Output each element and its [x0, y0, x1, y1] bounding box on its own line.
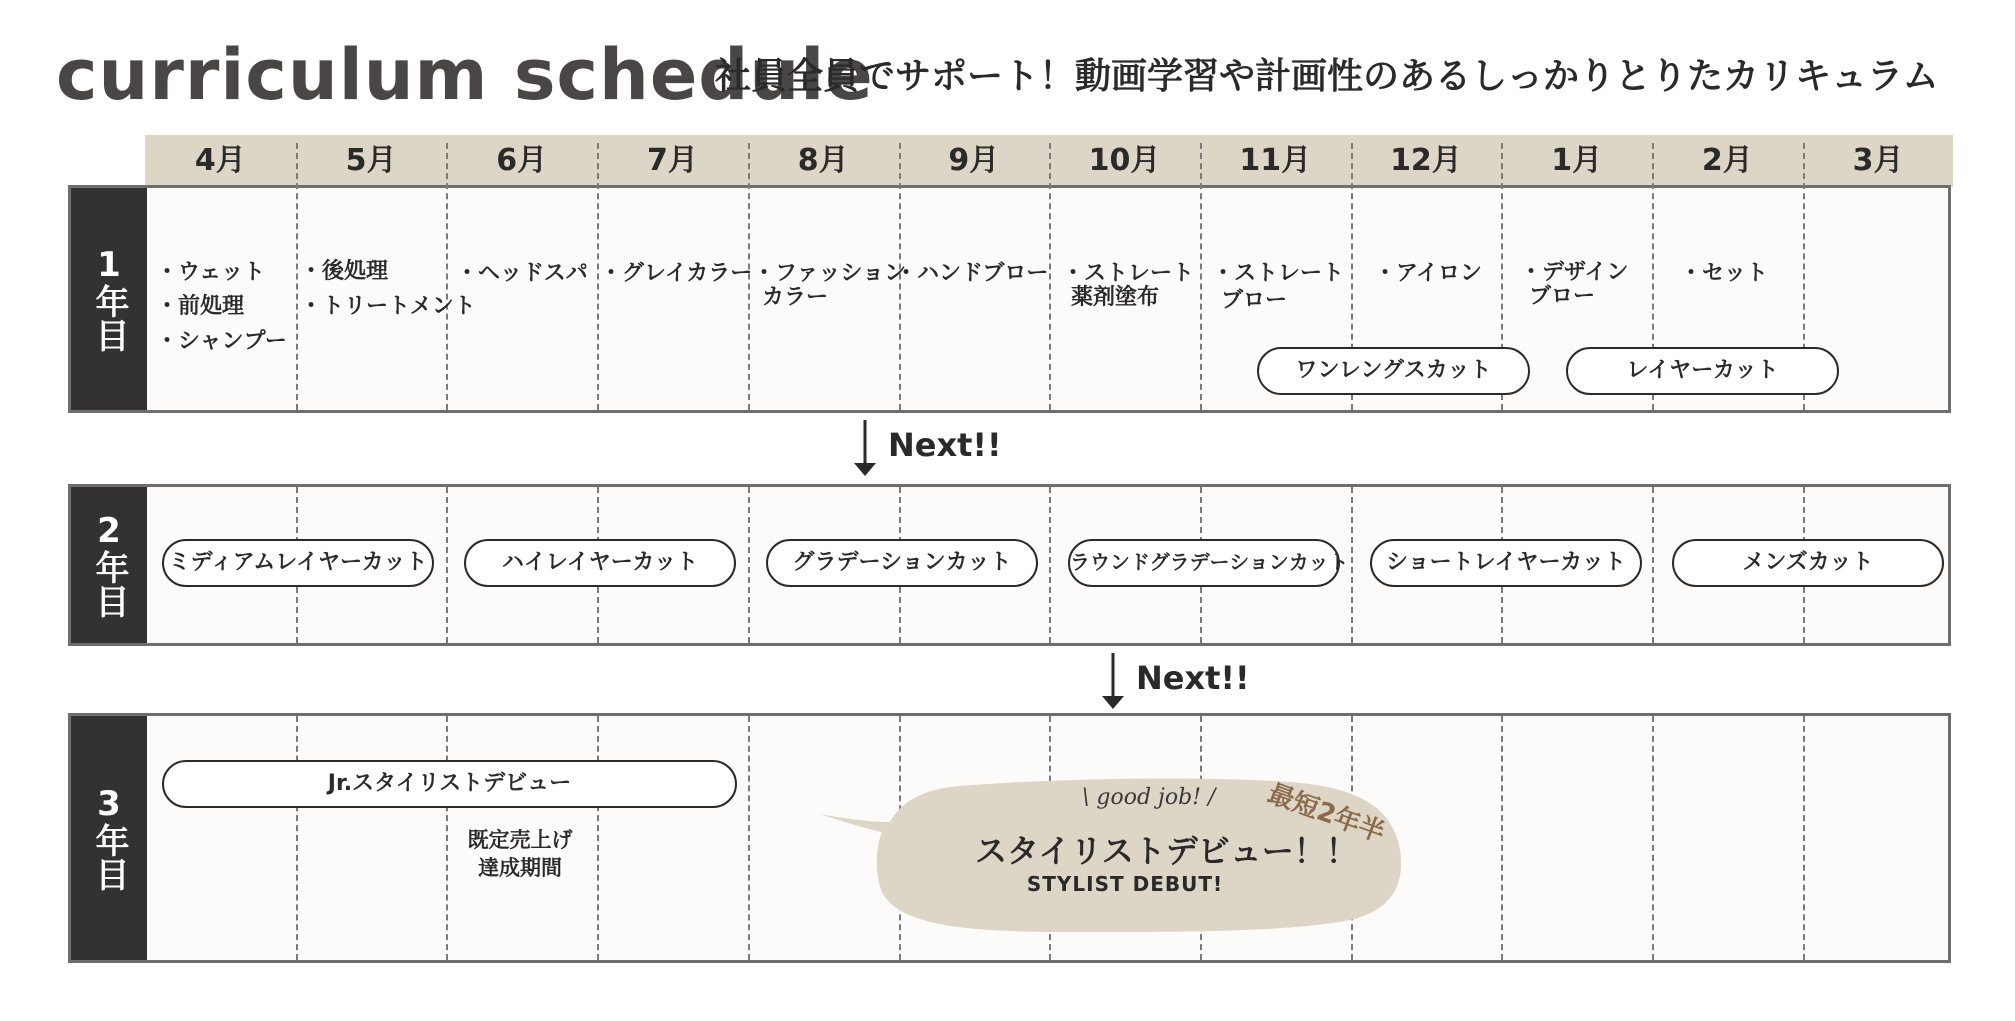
month-header-5: 8月 [797, 143, 849, 178]
month-header-11: 2月 [1701, 143, 1753, 178]
month-header-2: 5月 [345, 143, 397, 178]
y1-item-graycolor: ・グレイカラー [600, 261, 753, 286]
page-subtitle: 社員全員でサポート！動画学習や計画性のあるしっかりとりたカリキュラム [715, 56, 1939, 97]
y1-item-handblow: ・ハンドブロー [895, 261, 1049, 286]
y1-item-after: ・後処理 [300, 259, 389, 284]
y1-item-designblow: ・デザイン [1520, 260, 1629, 285]
month-divider [1351, 487, 1353, 643]
month-divider [1501, 716, 1503, 960]
month-divider [1652, 716, 1654, 960]
y1-item-set: ・セット [1680, 261, 1769, 286]
page-title: curriculum schedule [56, 34, 874, 116]
month-divider [748, 716, 750, 960]
next-label-1: Next!! [888, 426, 1002, 464]
y2-pill-gradation: グラデーションカット [766, 539, 1038, 587]
good-job-text: \ good job! / [1082, 785, 1216, 810]
month-header-4: 7月 [647, 143, 698, 178]
month-divider [1049, 143, 1051, 410]
y1-item-straight-chem-2: 薬剤塗布 [1071, 285, 1160, 310]
y1-item-fashion-2: カラー [762, 285, 829, 310]
month-header-7: 10月 [1088, 143, 1161, 178]
month-divider [748, 487, 750, 643]
month-header-1: 4月 [194, 143, 246, 178]
year3-label [71, 716, 147, 960]
year2-label [71, 487, 147, 643]
y1-item-wet: ・ウェット [156, 260, 266, 285]
y1-pill-onelength: ワンレングスカット [1257, 347, 1530, 395]
month-divider [1803, 716, 1805, 960]
stylist-debut-subtitle: STYLIST DEBUT! [1026, 872, 1224, 896]
month-divider [446, 143, 448, 410]
sales-target-note [440, 826, 600, 882]
year2-label-num: 2 [97, 511, 121, 551]
year2-label-text: 年目 [89, 550, 129, 618]
y2-pill-mens: メンズカット [1672, 539, 1944, 587]
y1-item-designblow-2: ブロー [1529, 284, 1596, 309]
y1-item-iron: ・アイロン [1374, 261, 1483, 286]
month-divider [597, 143, 599, 410]
year1-label-num: 1 [97, 245, 121, 285]
y1-item-shampoo: ・シャンプー [156, 329, 287, 354]
down-arrow-icon [1101, 653, 1125, 711]
y1-item-straight-blow: ・ストレート [1212, 261, 1345, 286]
next-label-2: Next!! [1136, 659, 1250, 697]
month-divider [446, 487, 448, 643]
month-divider [1200, 143, 1202, 410]
month-divider [1652, 487, 1654, 643]
shortest-period-tag: 最短2年半 [1263, 778, 1389, 849]
stylist-debut-title: スタイリストデビュー！！ [975, 832, 1358, 870]
month-header-12: 3月 [1852, 143, 1904, 178]
y1-item-prep: ・前処理 [156, 294, 245, 319]
y1-item-straight-chem: ・ストレート [1062, 261, 1195, 286]
y3-pill-jr-stylist: Jr.スタイリストデビュー [162, 760, 737, 808]
y1-pill-layer: レイヤーカット [1566, 347, 1839, 395]
year1-label [71, 188, 147, 410]
month-header-10: 1月 [1551, 143, 1603, 178]
month-header-3: 6月 [496, 143, 548, 178]
y2-pill-high-layer: ハイレイヤーカット [464, 539, 736, 587]
y1-item-headspa: ・ヘッドスパ [456, 261, 588, 286]
y1-item-straight-blow-2: ブロー [1221, 288, 1288, 313]
month-divider [296, 716, 298, 960]
y2-pill-short-layer: ショートレイヤーカット [1370, 539, 1642, 587]
year3-label-text: 年目 [89, 823, 129, 891]
month-header-6: 9月 [948, 143, 1000, 178]
y1-item-fashion: ・ファッション [753, 261, 907, 286]
y1-item-treatment: ・トリートメント [300, 294, 476, 319]
note-line-2: 達成期間 [478, 856, 562, 880]
y2-pill-medium-layer: ミディアムレイヤーカット [162, 539, 434, 587]
y2-pill-round-gradation: ラウンドグラデーションカット [1068, 539, 1340, 587]
year1-label-text: 年目 [89, 284, 129, 352]
month-divider [1049, 487, 1051, 643]
note-line-1: 既定売上げ [467, 828, 573, 852]
month-header-8: 11月 [1239, 143, 1312, 178]
month-header-9: 12月 [1390, 143, 1462, 178]
month-divider [296, 143, 298, 410]
year3-label-num: 3 [97, 784, 121, 824]
down-arrow-icon [853, 420, 877, 478]
